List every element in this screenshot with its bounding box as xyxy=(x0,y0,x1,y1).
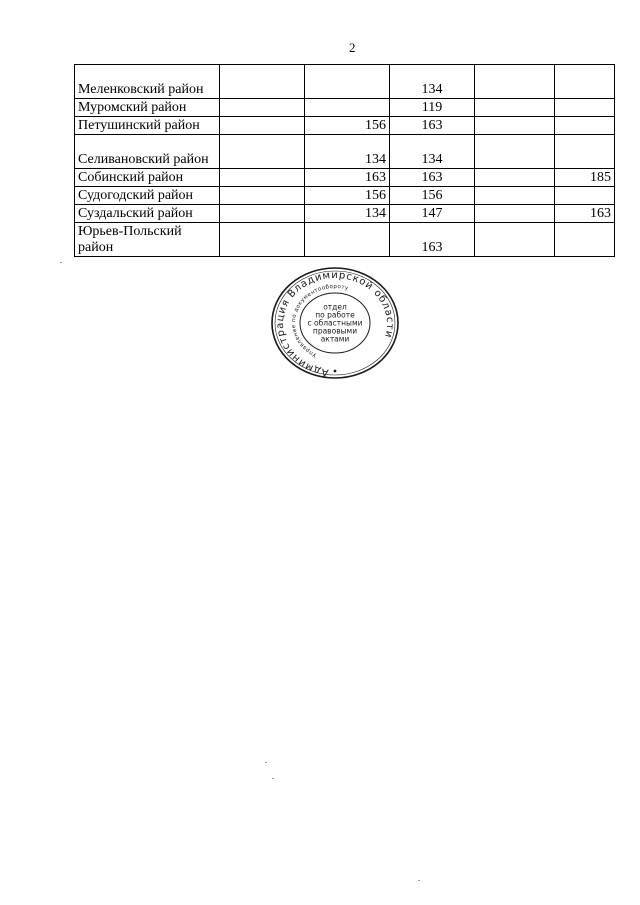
value-cell: 147 xyxy=(390,205,475,223)
district-name-cell: Собинский район xyxy=(75,169,220,187)
district-name-cell: Меленковский район xyxy=(75,65,220,99)
seal-center-line: правовыми xyxy=(312,326,358,336)
table-row xyxy=(75,223,615,257)
district-name-cell: Суздальский район xyxy=(75,205,220,223)
table-row xyxy=(75,135,615,169)
value-cell: 163 xyxy=(555,205,615,223)
seal-center-text xyxy=(308,303,363,344)
value-cell xyxy=(305,223,390,257)
value-cell xyxy=(475,65,555,99)
value-cell: 156 xyxy=(390,187,475,205)
value-cell xyxy=(555,117,615,135)
table-body xyxy=(75,65,615,257)
district-name-cell: Юрьев-Польский район xyxy=(75,223,220,257)
table-row xyxy=(75,187,615,205)
value-cell xyxy=(555,223,615,257)
value-cell: 134 xyxy=(390,65,475,99)
value-cell: 156 xyxy=(305,187,390,205)
tariff-table xyxy=(74,64,615,257)
page-number: 2 xyxy=(349,40,356,55)
value-cell xyxy=(220,117,305,135)
table-row xyxy=(75,205,615,223)
scan-speck xyxy=(418,880,420,881)
value-cell xyxy=(475,169,555,187)
scan-speck xyxy=(60,262,62,263)
seal-center-line: по работе xyxy=(315,310,355,320)
value-cell xyxy=(220,187,305,205)
value-cell xyxy=(555,135,615,169)
value-cell xyxy=(475,135,555,169)
district-name-cell: Судогодский район xyxy=(75,187,220,205)
district-name-cell: Муромский район xyxy=(75,99,220,117)
value-cell xyxy=(220,223,305,257)
value-cell xyxy=(475,99,555,117)
value-cell xyxy=(220,65,305,99)
value-cell: 163 xyxy=(390,117,475,135)
value-cell: 163 xyxy=(390,169,475,187)
scan-speck xyxy=(272,778,274,779)
district-name-cell: Петушинский район xyxy=(75,117,220,135)
value-cell: 163 xyxy=(305,169,390,187)
value-cell xyxy=(475,117,555,135)
value-cell xyxy=(555,187,615,205)
seal-center-line: с областными xyxy=(307,318,363,328)
seal-center-line: отдел xyxy=(323,302,347,312)
value-cell xyxy=(305,99,390,117)
value-cell xyxy=(305,65,390,99)
value-cell xyxy=(220,169,305,187)
value-cell xyxy=(220,99,305,117)
value-cell: 156 xyxy=(305,117,390,135)
value-cell: 134 xyxy=(305,205,390,223)
official-seal xyxy=(270,266,400,380)
value-cell: 134 xyxy=(305,135,390,169)
table-row xyxy=(75,65,615,99)
seal-center-line: актами xyxy=(320,334,350,344)
seal-inner-text: Управление по документообороту xyxy=(291,283,350,358)
value-cell: 185 xyxy=(555,169,615,187)
district-name-cell: Селивановский район xyxy=(75,135,220,169)
table-row xyxy=(75,99,615,117)
value-cell xyxy=(555,99,615,117)
table-row xyxy=(75,169,615,187)
value-cell: 134 xyxy=(390,135,475,169)
value-cell xyxy=(220,135,305,169)
value-cell xyxy=(220,205,305,223)
value-cell xyxy=(475,223,555,257)
value-cell: 163 xyxy=(390,223,475,257)
value-cell xyxy=(555,65,615,99)
value-cell xyxy=(475,205,555,223)
table-row xyxy=(75,117,615,135)
value-cell xyxy=(475,187,555,205)
value-cell: 119 xyxy=(390,99,475,117)
scan-speck xyxy=(265,762,267,763)
seal-graphic xyxy=(270,266,400,380)
seal-outer-text: Администрация Владимирской области xyxy=(274,269,396,378)
